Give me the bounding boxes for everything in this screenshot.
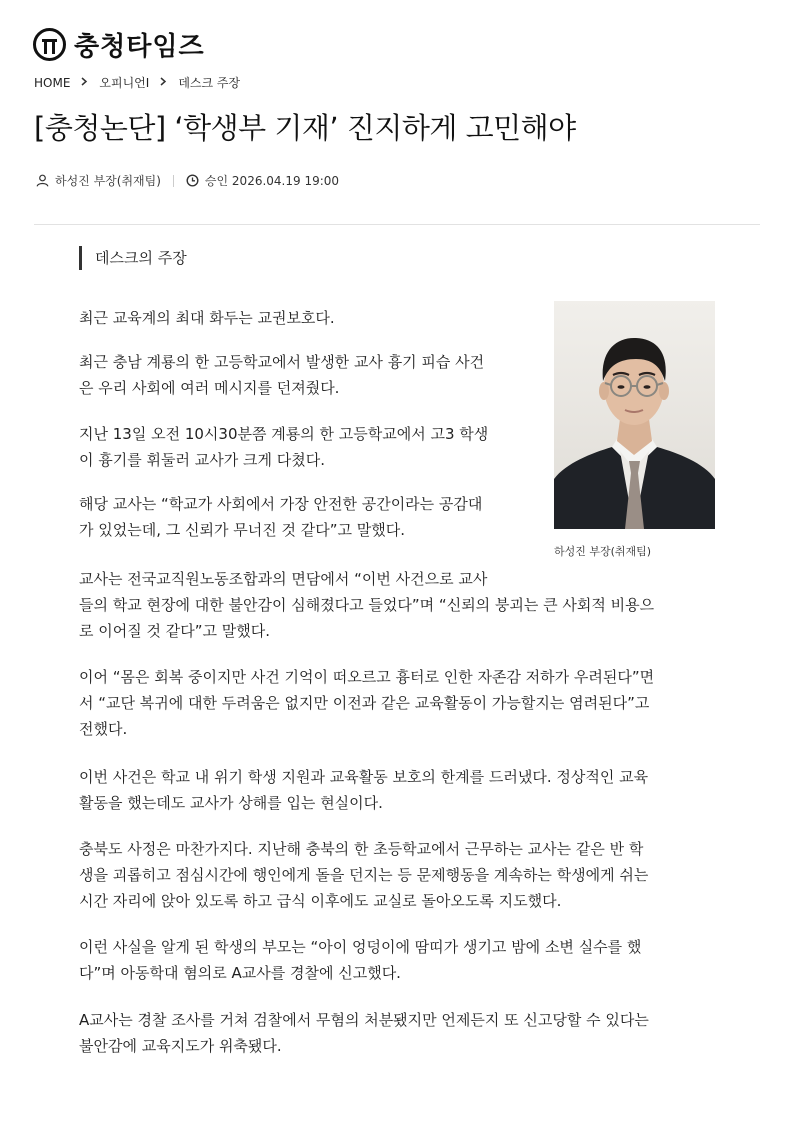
- paragraph-line: 가 있었는데, 그 신뢰가 무너진 것 같다”고 말했다.: [79, 521, 405, 539]
- logo-mark-icon: [33, 28, 66, 61]
- photo-caption: 하성진 부장(취재팀): [554, 545, 652, 558]
- article-meta: [36, 172, 339, 189]
- paragraph-line: 서 “교단 복귀에 대한 두려움은 없지만 이전과 같은 교육활동이 가능할지는 염려된다”고: [79, 694, 650, 712]
- site-logo[interactable]: [33, 26, 205, 62]
- paragraph-line: 들의 학교 현장에 대한 불안감이 심해졌다고 들었다”며 “신뢰의 붕괴는 큰 사회적 비용으: [79, 596, 655, 614]
- user-icon: [36, 174, 49, 187]
- paragraph-line: 은 우리 사회에 여러 메시지를 던져줬다.: [79, 379, 340, 397]
- author-photo: [554, 301, 715, 529]
- article-paragraph: [79, 764, 648, 816]
- paragraph-line: 로 이어질 것 같다”고 말했다.: [79, 622, 271, 640]
- author-name[interactable]: 하성진 부장(취재팀): [55, 174, 161, 188]
- article-paragraph: [79, 305, 335, 331]
- article-paragraph: [79, 349, 484, 401]
- paragraph-line: 생을 괴롭히고 점심시간에 행인에게 돌을 던지는 등 문제행동을 계속하는 학생에게 쉬는: [79, 866, 649, 884]
- published-date: 승인 2026.04.19 19:00: [204, 174, 340, 188]
- article-title: [충청논단] ‘학생부 기재’ 진지하게 고민해야: [34, 111, 576, 145]
- paragraph-line: 이 흉기를 휘둘러 교사가 크게 다쳤다.: [79, 451, 325, 469]
- logo-text: 충청타임즈: [74, 31, 205, 62]
- article-paragraph: [79, 664, 654, 742]
- paragraph-line: 활동을 했는데도 교사가 상해를 입는 현실이다.: [79, 794, 383, 812]
- breadcrumb: [34, 74, 240, 91]
- paragraph-line: 충북도 사정은 마찬가지다. 지난해 충북의 한 초등학교에서 근무하는 교사는 같은 반 학: [79, 840, 644, 858]
- article-paragraph: [79, 491, 482, 543]
- paragraph-line: 해당 교사는 “학교가 사회에서 가장 안전한 공간이라는 공감대: [79, 495, 483, 513]
- article-paragraph: [79, 934, 641, 986]
- chevron-right-icon: [81, 76, 88, 89]
- paragraph-line: 시간 자리에 앉아 있도록 하고 급식 이후에도 교실로 돌아오도록 지도했다.: [79, 892, 562, 910]
- paragraph-line: 최근 교육계의 최대 화두는 교권보호다.: [79, 309, 335, 327]
- chevron-right-icon: [160, 76, 167, 89]
- paragraph-line: 이번 사건은 학교 내 위기 학생 지원과 교육활동 보호의 한계를 드러냈다. 정상적인 교육: [79, 768, 649, 786]
- paragraph-line: 교사는 전국교직원노동조합과의 면담에서 “이번 사건으로 교사: [79, 570, 488, 588]
- paragraph-line: 전했다.: [79, 720, 128, 738]
- breadcrumb-subcategory[interactable]: 데스크 주장: [178, 76, 241, 90]
- article-paragraph: [79, 566, 654, 644]
- paragraph-line: 다”며 아동학대 혐의로 A교사를 경찰에 신고했다.: [79, 964, 401, 982]
- paragraph-line: 최근 충남 계룡의 한 고등학교에서 발생한 교사 흉기 피습 사건: [79, 353, 485, 371]
- paragraph-line: 지난 13일 오전 10시30분쯤 계룡의 한 고등학교에서 고3 학생: [79, 425, 489, 443]
- paragraph-line: A교사는 경찰 조사를 거쳐 검찰에서 무혐의 처분됐지만 언제든지 또 신고당할 수 있다는: [79, 1011, 649, 1029]
- clock-icon: [186, 174, 199, 187]
- article-paragraph: [79, 1007, 649, 1059]
- paragraph-line: 이어 “몸은 회복 중이지만 사건 기억이 떠오르고 흉터로 인한 자존감 저하가 우려된다”면: [79, 668, 655, 686]
- meta-divider: [173, 175, 174, 187]
- breadcrumb-home[interactable]: HOME: [34, 75, 71, 90]
- article-paragraph: [79, 421, 488, 473]
- paragraph-line: 불안감에 교육지도가 위축됐다.: [79, 1037, 282, 1055]
- header-divider: [34, 224, 760, 225]
- paragraph-line: 이런 사실을 알게 된 학생의 부모는 “아이 엉덩이에 땀띠가 생기고 밤에 소변 실수를 했: [79, 938, 642, 956]
- article-paragraph: [79, 836, 648, 914]
- breadcrumb-category[interactable]: 오피니언Ⅰ: [99, 76, 150, 90]
- section-label: 데스크의 주장: [79, 246, 187, 270]
